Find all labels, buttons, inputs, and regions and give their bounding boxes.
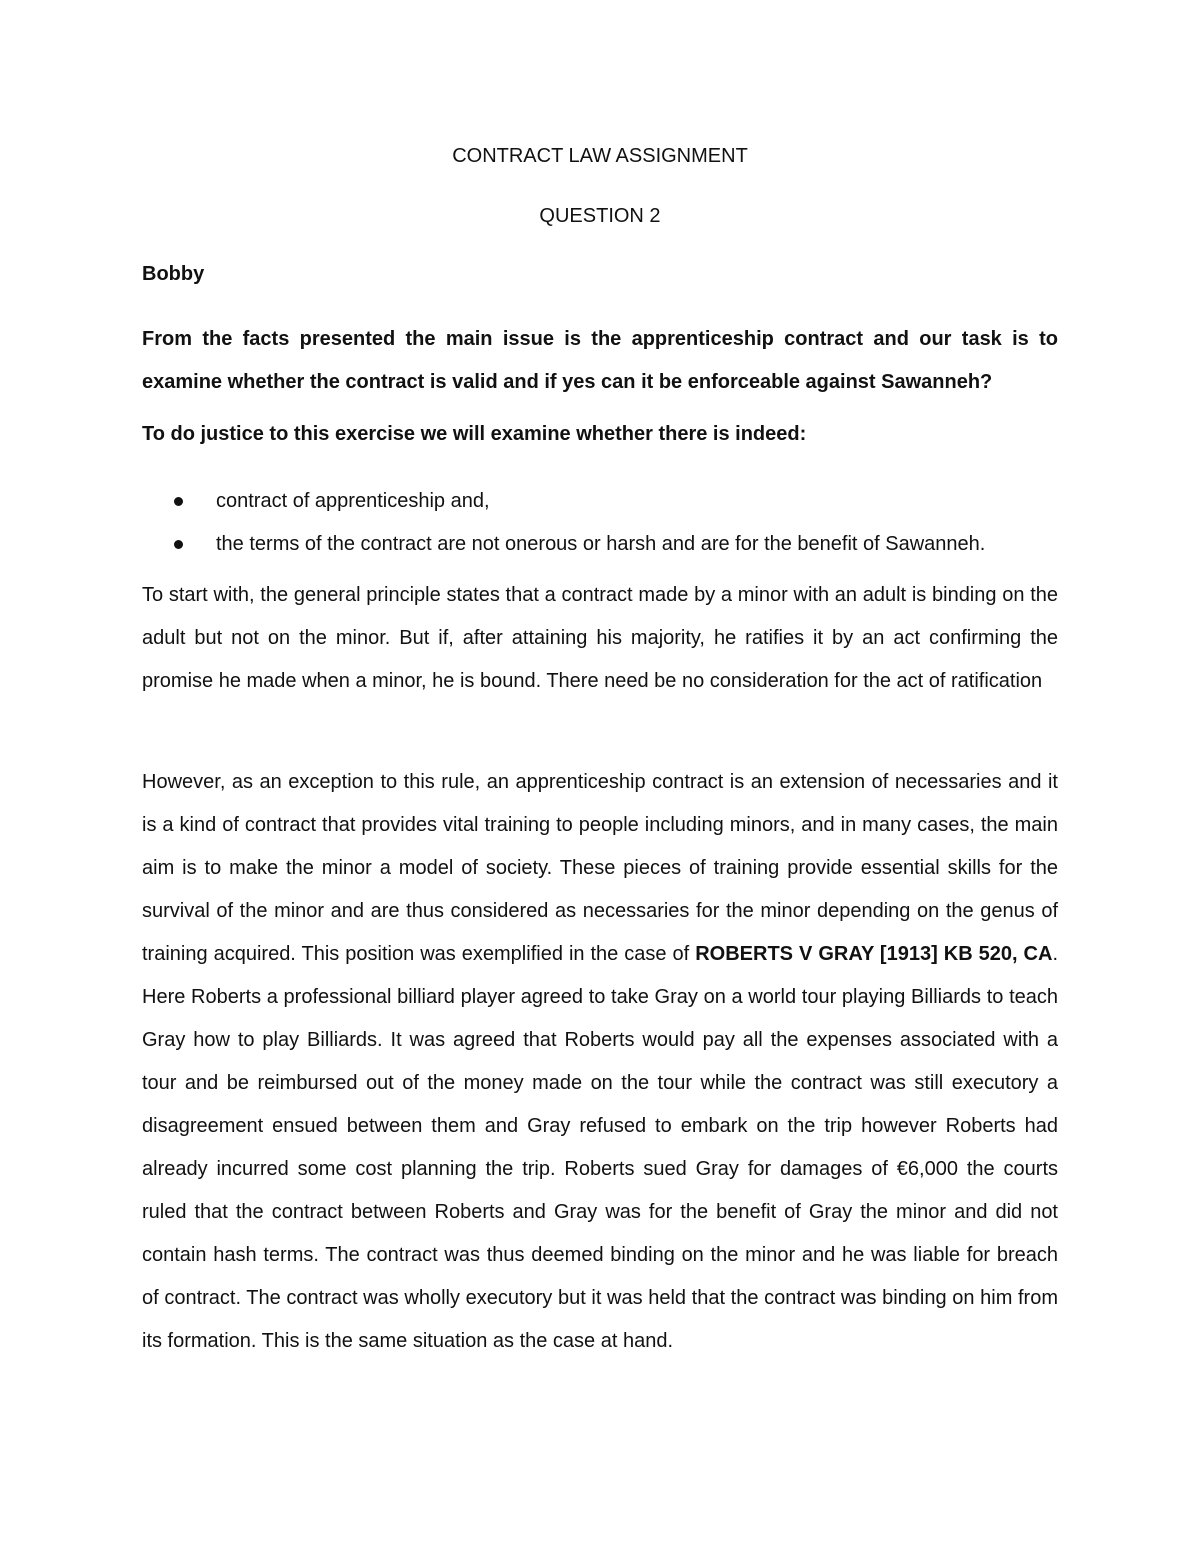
list-item [166, 523, 985, 566]
document-title: CONTRACT LAW ASSIGNMENT [452, 145, 748, 167]
paragraph-exception [142, 761, 1058, 1363]
author-name: Bobby [142, 263, 205, 285]
paragraph-text: However, as an exception to this rule, an apprenticeship contract is an extension of necessaries and it is a kind of contract that provides vital training to people including minors, and in many cases, the main aim is to make the minor a model of society. These pieces of training provide essential skills for the survival of the minor and are thus considered as necessaries for the minor depending on the genus of training acquired. This position was exemplified in the case of [142, 771, 1058, 965]
paragraph-general-principle: To start with, the general principle states that a contract made by a minor with an adult is binding on the adult but not on the minor. But if, after attaining his majority, he ratifies it by an act confirming the promise he made when a minor, he is bound. There need be no consideration for the act of ratification [142, 584, 1058, 692]
intro-statement: To do justice to this exercise we will examine whether there is indeed: [142, 423, 807, 445]
list-item-text: the terms of the contract are not onerous or harsh and are for the benefit of Sawanneh. [216, 533, 986, 555]
bullet-icon [174, 497, 183, 506]
bullet-icon [174, 540, 183, 549]
question-heading: QUESTION 2 [539, 205, 661, 227]
list-item [166, 480, 985, 523]
list-item-text: contract of apprenticeship and, [216, 490, 490, 512]
paragraph-text: . Here Roberts a professional billiard player agreed to take Gray on a world tour playing Billiards to teach Gray how to play Billiards. It was agreed that Roberts would pay all the expenses associated with a tour and be reimbursed out of the money made on the tour while the contract was still executory a disagreement ensued between them and Gray refused to embark on the trip however Roberts had already incurred some cost planning the trip. Roberts sued Gray for damages of €6,000 the courts ruled that the contract between Roberts and Gray was for the benefit of Gray the minor and did not contain hash terms. The contract was thus deemed binding on the minor and he was liable for breach of contract. The contract was wholly executory but it was held that the contract was binding on him from its formation. This is the same situation as the case at hand. [142, 943, 1058, 1352]
examination-list [166, 480, 985, 566]
case-citation: ROBERTS V GRAY [1913] KB 520, CA [695, 943, 1053, 965]
issue-statement: From the facts presented the main issue is the apprenticeship contract and our task is to examine whether the contract is valid and if yes can it be enforceable against Sawanneh? [142, 328, 1058, 393]
